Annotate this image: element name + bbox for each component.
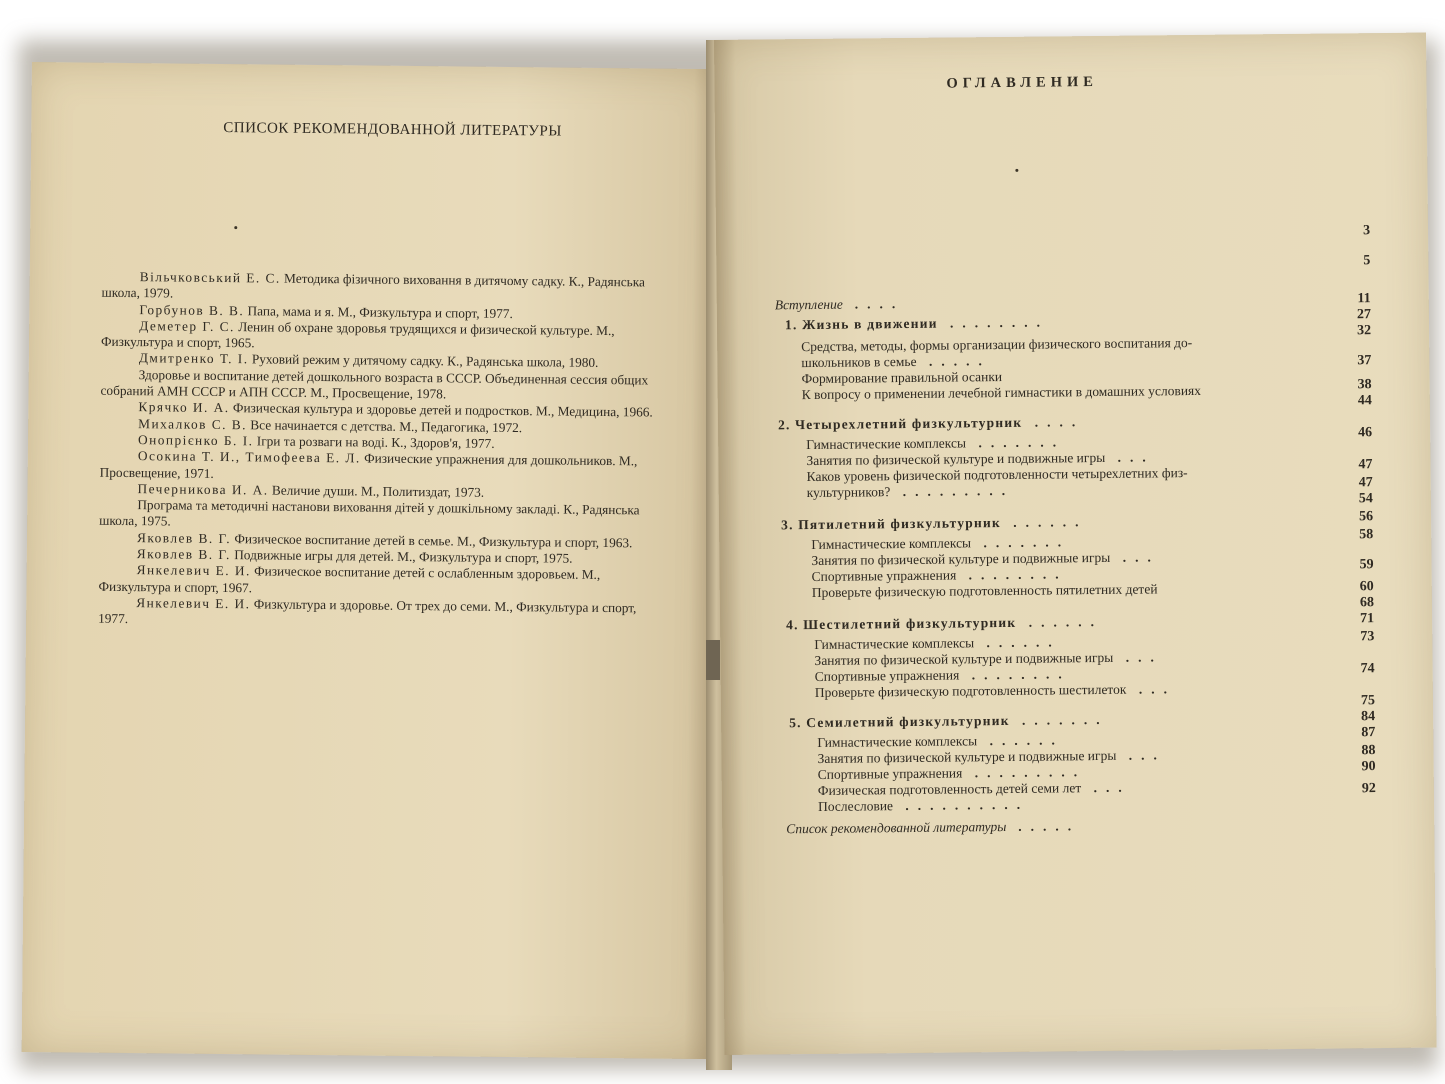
bibliography-author: Вільчковський Е. С. <box>139 269 281 286</box>
toc-leader-dots: ... <box>1105 449 1155 465</box>
bibliography-text: Папа, мама и я. М., Физкультура и спорт, 1977. <box>244 302 513 321</box>
toc-entry-label: Спортивные упражнения <box>814 667 960 684</box>
toc-entry-label: Спортивные упражнения <box>811 567 957 585</box>
bibliography-text: Ігри та розваги на воді. К., Здоров'я, 1977. <box>253 433 495 451</box>
toc-entry <box>801 353 991 371</box>
toc-page-number: 3 <box>1362 223 1371 239</box>
toc-page-number: 84 <box>1361 709 1376 725</box>
toc-entry-label: Гимнастические комплексы <box>814 635 975 652</box>
bibliography-author: Янкелевич Е. И. <box>136 595 251 612</box>
toc-page-number: 73 <box>1360 629 1375 645</box>
toc-leader-dots: ........ <box>956 566 1068 583</box>
toc-leader-dots: ...... <box>977 732 1064 749</box>
toc-page-number: 44 <box>1357 393 1372 409</box>
toc-entry-label: Занятия по физической культуре и подвижные игры <box>817 747 1117 766</box>
toc-page-number: 90 <box>1361 759 1376 775</box>
bibliography-text: Физическое воспитание детей с ослабленным здоровьем. М., Физкультура и спорт, 1967. <box>98 563 601 595</box>
toc-leader-dots: .... <box>842 296 905 312</box>
bibliography-list <box>98 269 662 633</box>
toc-entry-label: Формирование правильной осанки <box>801 369 1003 387</box>
toc-entry-label: Занятия по физической культуре и подвижные игры <box>811 549 1111 569</box>
toc-entry <box>811 549 1159 569</box>
toc-page-number: 68 <box>1359 595 1375 611</box>
toc-leader-dots: ... <box>1081 779 1131 796</box>
bibliography-author: Дмитренко Т. І. <box>138 350 249 367</box>
toc-entry <box>806 465 1187 485</box>
toc-leader-dots: ......... <box>962 764 1087 781</box>
toc-page-number: 71 <box>1360 611 1375 627</box>
toc-page-number: 47 <box>1358 457 1373 473</box>
toc-entry-label: Гимнастические комплексы <box>817 733 978 750</box>
bibliography-text: Величие души. М., Политиздат, 1973. <box>268 482 485 500</box>
left-page-title: СПИСОК РЕКОМЕНДОВАННОЙ ЛИТЕРАТУРЫ <box>223 120 562 140</box>
bibliography-text: Физическое воспитание детей в семье. М., Физкультура и спорт, 1963. <box>231 530 633 551</box>
bibliography-text: Методика фізичного виховання в дитячому садку. К., Радянська школа, 1979. <box>101 270 646 301</box>
toc-entry <box>818 797 1029 815</box>
toc-page-number: 27 <box>1356 307 1371 323</box>
toc-entry-label: культурников? <box>806 484 891 501</box>
toc-page-number: 11 <box>1357 291 1371 307</box>
toc-page-number: 38 <box>1357 377 1372 393</box>
toc-entry <box>815 681 1176 701</box>
bibliography-author: Печерникова И. А. <box>137 480 269 498</box>
toc-entry-label: Занятия по физической культуре и подвижные игры <box>806 449 1106 469</box>
right-page <box>714 33 1437 1055</box>
bibliography-entry <box>98 595 658 633</box>
bibliography-text: Програма та методичні настанови виховання дітей у дошкільному закладі. К., Радянська школа, 1975. <box>99 497 640 529</box>
toc-entry-label: Список рекомендованной литературы <box>786 818 1007 837</box>
toc-entry-label: Гимнастические комплексы <box>806 435 967 453</box>
toc-entry-label: Послесловие <box>817 798 894 814</box>
toc-leader-dots: ... <box>1110 549 1160 565</box>
toc-leader-dots: ... <box>1113 649 1163 665</box>
toc-entry-label: Проверьте физическую подготовленность пятилетних детей <box>811 581 1158 601</box>
left-page <box>22 62 722 1059</box>
bibliography-author: Деметер Г. С. <box>139 318 235 335</box>
bibliography-text: Здоровье и воспитание детей дошкольного возраста в СССР. Объединенная сессия общих собраний АМН СССР и АПН СССР. М., Просвещение, 1978. <box>100 366 649 402</box>
bibliography-text: Физические упражнения для дошкольников. М., Просвещение, 1971. <box>99 450 638 481</box>
toc-chapter <box>789 712 1109 731</box>
bibliography-author: Крячко И. А. <box>138 399 230 416</box>
toc-page-number: 37 <box>1357 353 1372 369</box>
toc-chapter <box>786 614 1103 633</box>
toc-chapter <box>778 414 1084 433</box>
toc-leader-dots: ........ <box>959 666 1071 683</box>
ink-speck <box>234 226 237 229</box>
toc-entry-label: Вступление <box>774 296 843 313</box>
toc-leader-dots: ... <box>1116 747 1166 763</box>
toc-entry <box>801 335 1192 355</box>
toc-page-number: 56 <box>1358 509 1374 525</box>
toc-leader-dots: ........ <box>937 314 1050 331</box>
toc-entry <box>786 818 1080 837</box>
toc-entry <box>807 483 1014 501</box>
toc-page-number: 58 <box>1359 527 1374 543</box>
bibliography-text: Физическая культура и здоровье детей и подростков. М., Медицина, 1966. <box>229 400 653 420</box>
toc-entry-label: К вопросу о применении лечебной гимнастики в домашних условиях <box>801 382 1202 403</box>
toc-page-number: 88 <box>1361 743 1376 759</box>
toc-leader-dots: .... <box>1022 414 1085 430</box>
bibliography-author: Яковлев В. Г. <box>136 529 232 546</box>
toc-entry-label: Гимнастические комплексы <box>811 535 972 553</box>
toc-entry-label: 1. Жизнь в движении <box>784 315 938 333</box>
toc-entry-label: Спортивные упражнения <box>817 765 963 782</box>
toc-page-number: 75 <box>1360 693 1376 709</box>
toc-leader-dots: ..... <box>1006 818 1081 834</box>
toc-leader-dots: ...... <box>974 634 1061 651</box>
toc-entry-label: Средства, методы, формы организации физического воспитания до- <box>801 335 1193 355</box>
toc-page-number: 47 <box>1358 475 1373 491</box>
toc-leader-dots: ...... <box>1000 514 1088 531</box>
toc-page-number: 60 <box>1359 579 1374 595</box>
toc-page-number: 74 <box>1360 661 1375 677</box>
toc-entry <box>775 296 905 313</box>
bibliography-text: Руховий режим у дитячому садку. К., Радянська школа, 1980. <box>248 351 599 371</box>
bibliography-author: Янкелевич Е. И. <box>136 562 251 579</box>
toc-page-number: 92 <box>1361 781 1376 797</box>
toc-chapter <box>781 514 1088 533</box>
toc-page-number: 54 <box>1358 491 1373 507</box>
bibliography-author: Осокина Т. И., Тимофеева Е. Л. <box>137 448 361 466</box>
toc-leader-dots: .......... <box>892 796 1030 814</box>
toc-entry-label: школьников в семье <box>801 353 917 371</box>
toc-entry-label: Занятия по физической культуре и подвижные игры <box>814 649 1114 668</box>
toc-page-number: 59 <box>1359 557 1374 573</box>
toc-leader-dots: ... <box>1126 681 1177 697</box>
toc-entry-label: Проверьте физическую подготовленность шестилеток <box>814 681 1127 700</box>
spine-notch <box>706 640 720 680</box>
toc-entry-label: 4. Шестилетний физкультурник <box>786 614 1017 633</box>
table-of-contents <box>714 33 1437 1055</box>
toc-page-number: 32 <box>1357 323 1372 339</box>
toc-page-number: 87 <box>1361 725 1376 741</box>
bibliography-text: Ленин об охране здоровья трудящихся и физической культуре. М., Физкультура и спорт, 1965. <box>100 319 615 351</box>
toc-entry-label: Физическая подготовленность детей семи лет <box>817 780 1082 798</box>
toc-page-number: 46 <box>1358 425 1373 441</box>
toc-leader-dots: ..... <box>916 353 991 369</box>
bibliography-text: Подвижные игры для детей. М., Физкультура и спорт, 1975. <box>230 547 573 566</box>
toc-entry <box>818 780 1131 799</box>
bibliography-text: Физкультура и здоровье. От трех до семи. М., Физкультура и спорт, 1977. <box>98 596 637 627</box>
toc-leader-dots: ....... <box>965 434 1066 451</box>
bibliography-author: Михалков С. В. <box>138 415 248 432</box>
right-page-title: ОГЛАВЛЕНИЕ <box>946 73 1098 92</box>
toc-entry-label: Каков уровень физической подготовленности четырехлетних физ- <box>806 465 1188 485</box>
toc-entry <box>814 649 1162 669</box>
bibliography-author: Горбунов В. В. <box>139 301 245 318</box>
bibliography-author: Яковлев В. Г. <box>136 546 232 563</box>
toc-leader-dots: ....... <box>1009 711 1109 728</box>
toc-entry-label: 3. Пятилетний физкультурник <box>781 515 1001 533</box>
toc-entry <box>817 747 1165 767</box>
bibliography-text: Все начинается с детства. М., Педагогика, 1972. <box>246 416 523 435</box>
toc-leader-dots: ....... <box>971 534 1071 551</box>
toc-entry <box>812 581 1158 601</box>
toc-leader-dots: ...... <box>1016 613 1104 630</box>
bibliography-author: Онопрієнко Б. І. <box>137 432 254 449</box>
toc-entry <box>802 383 1201 403</box>
toc-chapter <box>785 315 1049 334</box>
toc-entry-label: 5. Семилетний физкультурник <box>789 712 1010 731</box>
toc-leader-dots: ......... <box>890 482 1015 500</box>
toc-entry-label: 2. Четырехлетний физкультурник <box>777 414 1023 433</box>
toc-page-number: 5 <box>1363 253 1371 269</box>
